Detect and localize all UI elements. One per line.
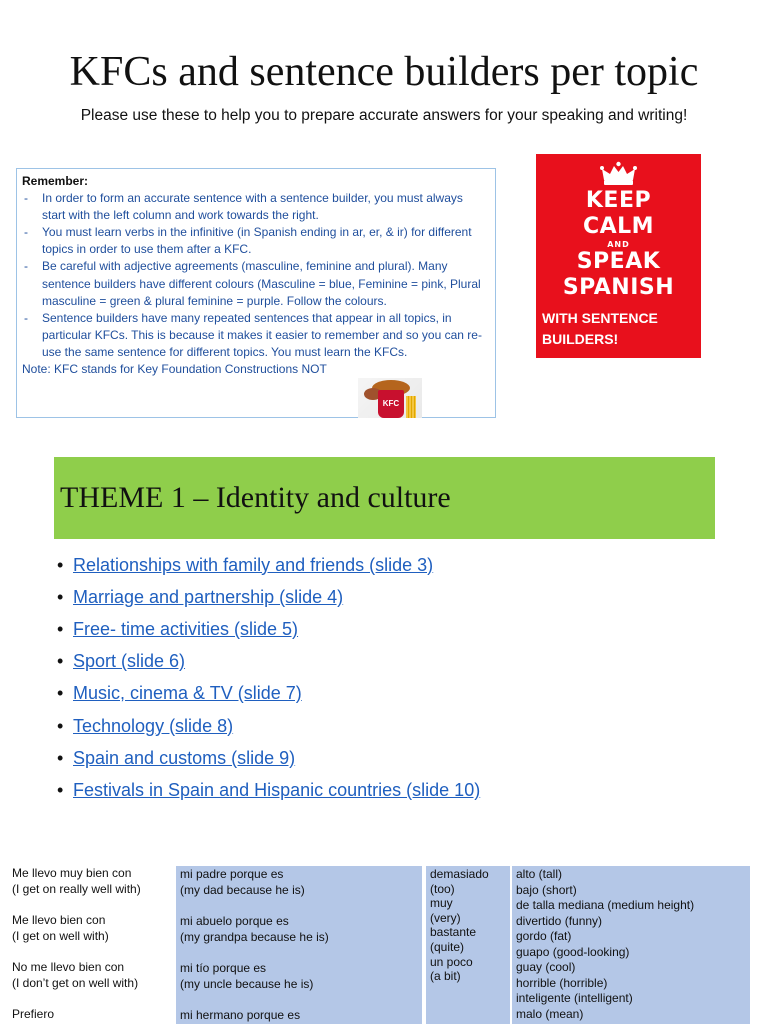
remember-heading: Remember:: [22, 174, 89, 188]
spanish-phrase: Prefiero: [12, 1007, 55, 1021]
poster-speak: SPEAK: [576, 249, 661, 274]
remember-box: [16, 168, 496, 418]
theme-title: THEME 1 – Identity and culture: [60, 481, 451, 514]
english-translation: (my dad because he is): [180, 882, 305, 897]
topic-link-marriage[interactable]: Marriage and partnership (slide 4): [73, 586, 344, 607]
remember-note: Note: KFC stands for Key Foundation Constructions NOT: [22, 362, 327, 377]
fries-shape: [406, 396, 416, 418]
spanish-phrase: No me llevo bien con: [12, 960, 125, 974]
adjective: de talla mediana (medium height): [516, 898, 695, 912]
english-translation: (very): [430, 910, 461, 925]
spanish-phrase: mi tío porque es: [180, 961, 267, 975]
topic-link-relationships[interactable]: Relationships with family and friends (slide 3): [73, 554, 434, 575]
topic-item: [57, 549, 480, 581]
spanish-phrase: mi padre porque es: [180, 867, 284, 881]
english-translation: (too): [430, 881, 455, 896]
english-translation: (I get on well with): [12, 928, 109, 943]
remember-point: - You must learn verbs in the infinitive (in Spanish ending in ar, er, & ir) for different topics in order to use them after a KFC.: [22, 224, 487, 258]
remember-point: - In order to form an accurate sentence with a sentence builder, you must always start with the left column and work towards the right.: [22, 190, 487, 224]
poster-spanish: SPANISH: [562, 275, 675, 300]
english-translation: (I don’t get on well with): [12, 975, 139, 990]
english-translation: (my grandpa because he is): [180, 929, 329, 944]
sentence-builder-cell: [180, 961, 422, 1008]
spanish-phrase: mi hermano porque es: [180, 1008, 301, 1022]
topic-link-music[interactable]: Music, cinema & TV (slide 7): [73, 683, 302, 704]
sentence-builder-col-2: [176, 866, 422, 1024]
page-subtitle: Please use these to help you to prepare accurate answers for your speaking and writing!: [80, 107, 688, 124]
spanish-phrase: Me llevo muy bien con: [12, 866, 132, 880]
topic-link-festivals[interactable]: Festivals in Spain and Hispanic countries (slide 10): [73, 779, 481, 800]
adjective: bajo (short): [516, 882, 577, 897]
adjective: guay (cool): [516, 960, 576, 974]
topic-item: [57, 678, 480, 710]
sentence-builder-cell: [180, 914, 422, 961]
english-translation: (I get on really well with): [12, 881, 141, 896]
bullet-icon: •: [57, 779, 64, 800]
poster-sub-line: WITH SENTENCE: [542, 310, 658, 326]
spanish-phrase: Me llevo bien con: [12, 913, 106, 927]
remember-point: - Sentence builders have many repeated sentences that appear in all topics, in particular KFCs. This is because it makes it easier to remember and so you can re-use the same sentence for different topics. You must learn the KFCs.: [22, 310, 487, 361]
kfc-logo-text: KFC: [382, 399, 400, 408]
topic-item: [57, 774, 480, 806]
intensifier: muy: [430, 896, 453, 911]
crown-icon: [536, 160, 701, 188]
english-translation: (my uncle because he is): [180, 976, 314, 991]
adjective: divertido (funny): [516, 913, 603, 928]
english-translation: (a bit): [430, 969, 461, 984]
poster-subtitle: [542, 308, 700, 350]
intensifier: demasiado: [430, 867, 489, 881]
sentence-builder-col-1: [12, 866, 174, 1024]
poster-and: AND: [607, 240, 630, 249]
adjective: horrible (horrible): [516, 975, 608, 990]
bullet-icon: •: [57, 586, 64, 607]
topic-item: [57, 581, 480, 613]
topic-item: [57, 742, 480, 774]
theme-banner: [54, 457, 715, 539]
kfc-food-image: [358, 378, 422, 418]
sentence-builder-cell: [12, 960, 174, 1007]
intensifier: un poco: [430, 954, 473, 969]
adjective: malo (mean): [516, 1006, 584, 1021]
sentence-builder-cell: [180, 1008, 422, 1024]
topic-item: [57, 646, 480, 678]
sentence-builder-cell: [180, 867, 422, 914]
topic-link-free-time[interactable]: Free- time activities (slide 5): [73, 618, 299, 639]
sentence-builder-table: [0, 866, 768, 1024]
adjective: guapo (good-looking): [516, 944, 630, 959]
sentence-builder-col-3: [426, 866, 510, 1024]
topic-link-technology[interactable]: Technology (slide 8): [73, 715, 234, 736]
poster-sub-line: BUILDERS!: [542, 331, 619, 347]
remember-point: - Be careful with adjective agreements (masculine, feminine and plural). Many sentence builders have different colours (Masculine = blue, Feminine = pink, Plural masculine = green & plural feminine = purple. Follow the colours.: [22, 258, 487, 309]
keep-calm-poster: [536, 154, 701, 358]
spanish-phrase: mi abuelo porque es: [180, 914, 289, 928]
sentence-builder-cell: [12, 866, 174, 913]
intensifier: bastante: [430, 925, 477, 940]
bullet-icon: •: [57, 747, 64, 768]
adjective: alto (tall): [516, 867, 563, 881]
sentence-builder-col-4: [512, 866, 750, 1024]
kfc-bucket-icon: [378, 390, 404, 418]
poster-keep: KEEP: [585, 188, 652, 213]
bullet-icon: •: [57, 618, 64, 639]
sentence-builder-cell: [12, 913, 174, 960]
bullet-icon: •: [57, 554, 64, 575]
english-translation: (quite): [430, 939, 465, 954]
sentence-builder-cell: [12, 1007, 174, 1024]
topic-link-sport[interactable]: Sport (slide 6): [73, 651, 186, 672]
bullet-icon: •: [57, 715, 64, 736]
topic-item: [57, 710, 480, 742]
page-title: KFCs and sentence builders per topic: [69, 49, 699, 95]
adjective: gordo (fat): [516, 929, 572, 943]
topic-item: [57, 613, 480, 645]
adjective: inteligente (intelligent): [516, 991, 633, 1005]
topic-link-list: [57, 549, 480, 807]
bullet-icon: •: [57, 651, 64, 672]
topic-link-spain-customs[interactable]: Spain and customs (slide 9): [73, 747, 296, 768]
poster-calm: CALM: [582, 214, 655, 239]
bullet-icon: •: [57, 683, 64, 704]
remember-list: [22, 190, 487, 361]
